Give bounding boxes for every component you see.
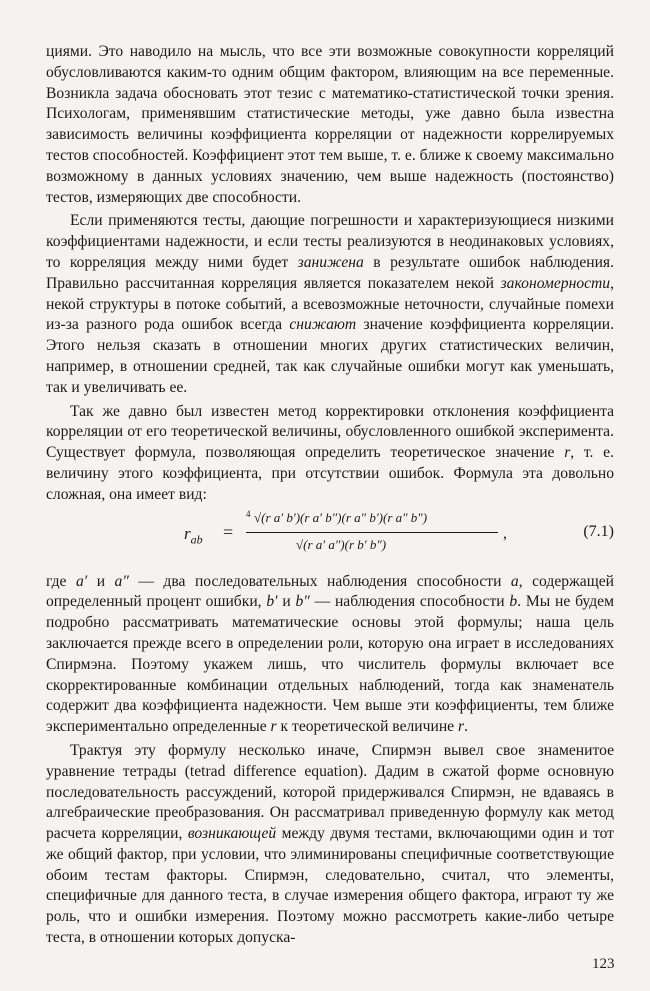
- emphasis: снижают: [289, 316, 357, 334]
- fraction-bar: [246, 532, 498, 533]
- text-run: значение коэффициента корреляции. Этого нельзя сказать в отношении многих других статистических величин, например, в отношении средней, так как случайные ошибки могут как уменьшать, так и увеличивать ее.: [46, 316, 614, 396]
- formula-7-1: [46, 508, 614, 566]
- text-run: между двумя тестами, включающими один и тот же общий фактор, при условии, что элиминированы специфичные соответствующие обоим тестам факторы. Спирмэн, следовательно, считал, что элементы, специфичные для данного теста, в случае измерения общего фактора, играют ту же роль, что и ошибки измерения. Поэтому можно рассмотреть какие-либо четыре теста, в отношении которых допуска-: [46, 825, 614, 947]
- paragraph-2: [46, 211, 614, 398]
- variable: r: [270, 718, 277, 736]
- text-run: Так же давно был известен метод корректировки отклонения коэффициента корреляции от его теоретической величины, обусловленного ошибкой эксперимента. Существует формула, позволяющая определить теоретическое значение: [46, 402, 614, 462]
- variable: r: [457, 718, 465, 736]
- text-run: — два последовательных наблюдения способности: [128, 572, 511, 590]
- text-run: , некой структуры в потоке событий, а всевозможные неточности, случайные помехи из-за разного рода ошибок всегда: [46, 274, 614, 334]
- emphasis: закономерности: [500, 274, 611, 292]
- body-text: [46, 42, 614, 949]
- variable: r: [564, 444, 571, 462]
- paragraph-1: циями. Это наводило на мысль, что все эти возможные совокупности корреляций обусловливаются каким-то одним общим фактором, влияющим на все переменные. Возникла задача обосновать этот тезис с математико-статистической точки зрения. Психологам, применявшим статистические методы, уже давно была известна зависимость величины коэффициента корреляции от надежности коррелируемых тестов способностей. Коэффициент этот тем выше, т. е. ближе к своему максимально возможному в данных условиях значению, чем выше надежность (постоянство) тестов, измеряющих две способности.: [46, 43, 614, 206]
- root-index: 4: [246, 508, 251, 519]
- text-run: . Мы не будем подробно рассматривать математические основы этой формулы; наша цель заключается прежде всего в определении роли, которую она играет в исследованиях Спирмэна. Поэтому укажем лишь, что числитель формулы включает все скорректированные комбинации отдельных наблюдений, тогда как знаменатель содержит два коэффициента надежности. Чем выше эти коэффициенты, тем ближе экспериментально определенные: [46, 593, 614, 736]
- text-run: .: [464, 718, 468, 736]
- text-run: Если применяются тесты, дающие погрешности и характеризующиеся низкими коэффициентами надежности, и если тесты реализуются в неодинаковых условиях, то корреляция между ними будет: [46, 212, 614, 271]
- formula-lhs: [184, 524, 203, 550]
- text-run: , содержащей определенный процент ошибки,: [46, 572, 615, 611]
- formula-comma: ,: [503, 524, 507, 542]
- variable: a″: [114, 572, 129, 590]
- variable: b: [509, 593, 518, 611]
- variable: a′: [75, 572, 88, 590]
- variable: b″: [295, 593, 310, 611]
- formula-lhs-sub: ab: [190, 531, 203, 546]
- text-run: к теоретической величине: [276, 718, 458, 736]
- variable: b′: [266, 593, 278, 611]
- paragraph-3: [46, 402, 614, 506]
- paragraph-5: [46, 741, 614, 949]
- formula-number: (7.1): [583, 522, 614, 540]
- emphasis: возникающей: [187, 825, 277, 843]
- text-run: где: [46, 572, 76, 590]
- formula-numerator: √(r a′ b′)(r a′ b″)(r a″ b′)(r a″ b″): [254, 509, 428, 525]
- text-run: в результате ошибок наблюдения. Правильно рассчитанная корреляция является показателем некой: [46, 253, 614, 292]
- text-run: Трактуя эту формулу несколько иначе, Спирмэн вывел свое знаменитое уравнение тетрады (tetrad difference equation). Дадим в сжатой форме основную последовательность рассуждений, которой придерживался Спирмэн, не вдаваясь в алгебраические преобразования. Он рассматривал приведенную формулу как метод расчета корреляции,: [46, 741, 614, 843]
- emphasis: занижена: [297, 253, 364, 271]
- formula-denominator: √(r a′ a″)(r b′ b″): [296, 536, 387, 552]
- page-number: 123: [592, 956, 615, 972]
- formula-lhs-var: r: [184, 523, 191, 543]
- text-run: и: [277, 593, 296, 611]
- text-run: — наблюдения способности: [309, 593, 510, 611]
- text-run: и: [87, 572, 115, 590]
- text-run: , т. е. величину этого коэффициента, при отсутствии ошибок. Формула эта довольно сложная, она имеет вид:: [46, 444, 614, 503]
- paragraph-4: [46, 572, 614, 738]
- variable: a: [510, 572, 519, 590]
- formula-equals: =: [223, 521, 234, 542]
